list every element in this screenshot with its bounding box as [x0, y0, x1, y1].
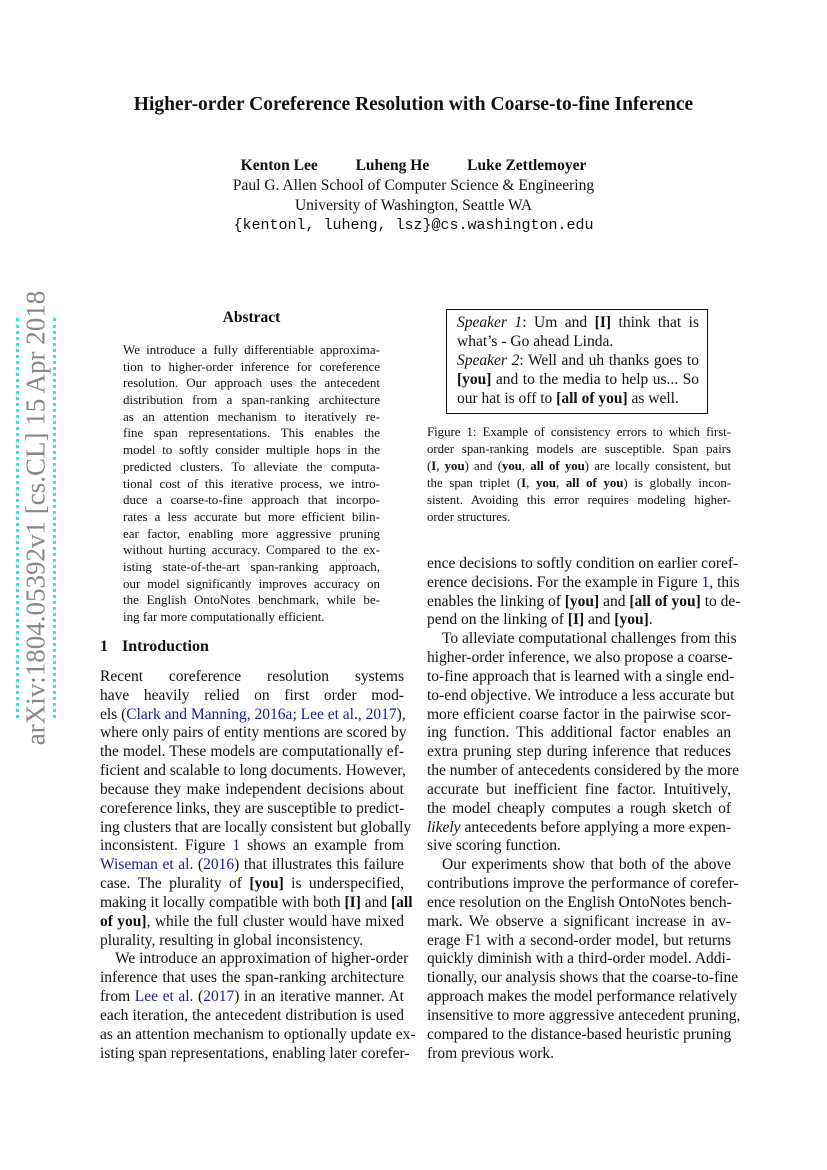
- text-line: [123, 576, 380, 593]
- text-line: [123, 492, 380, 509]
- text-run: to-fine approach that is learned with a single end-: [427, 667, 735, 685]
- text-line: [427, 630, 737, 649]
- text-run: pend on the linking of: [427, 611, 568, 629]
- text-run: more efficient coarse factor in the pairwise scor-: [427, 705, 731, 723]
- affiliation-line: Paul G. Allen School of Computer Science & Engineering: [232, 177, 595, 194]
- text-run: as an attention mechanism to optionally update ex-: [100, 1025, 416, 1043]
- citation-link[interactable]: Wiseman et al.: [100, 856, 194, 874]
- text-line: [427, 573, 740, 593]
- text-line: [123, 459, 380, 476]
- text-run: shows an example from: [240, 837, 404, 855]
- text-line: [427, 800, 731, 819]
- author-list: [0, 157, 827, 175]
- text-line: [123, 559, 380, 576]
- text-run: isting span representations, enabling later corefer-: [100, 1044, 410, 1062]
- arxiv-stamp-text: arXiv:1804.05392v1 [cs.CL] 15 Apr 2018: [20, 290, 51, 746]
- text-line: [427, 667, 735, 687]
- text-line: [427, 856, 731, 875]
- text-line: [427, 475, 731, 492]
- text-run: , this: [709, 573, 740, 591]
- text-run: .: [648, 611, 653, 629]
- bold-mention: [all: [391, 893, 413, 911]
- text-line: [123, 592, 380, 609]
- section-heading: [100, 638, 209, 656]
- text-line: [427, 743, 731, 762]
- text-run: ence resolution on the English OntoNotes bench-: [427, 893, 732, 911]
- text-line: [427, 555, 739, 574]
- text-run: the model. These models are computationally ef-: [100, 743, 404, 761]
- text-run: quickly diminish with a third-order model. Addi-: [427, 950, 731, 968]
- text-run: think that is: [611, 314, 700, 331]
- text-run: : Um and: [522, 314, 595, 331]
- text-run: our hat is off to: [457, 390, 557, 407]
- text-run: tion to higher-order inference for coreference: [123, 358, 380, 374]
- text-run: what’s - Go ahead Linda.: [457, 333, 614, 350]
- text-run: We introduce a fully differentiable approxima-: [123, 342, 380, 357]
- text-run: and: [360, 893, 392, 911]
- text-run: coreference links, they are susceptible to predict-: [100, 799, 405, 817]
- text-line: [123, 609, 380, 626]
- right-column-body: [427, 555, 741, 1063]
- text-run: the span triplet (: [427, 476, 522, 490]
- text-run: fine span representations. This enables the: [123, 425, 380, 441]
- text-run: and: [599, 592, 630, 610]
- text-run: ) in an iterative manner. At: [234, 988, 404, 1006]
- italic-text: Speaker 1: [457, 314, 523, 331]
- text-line: [427, 913, 731, 932]
- text-run: tional cost of this iterative process, we intro-: [123, 475, 380, 491]
- text-line: [100, 781, 404, 800]
- text-line: [100, 837, 404, 856]
- text-run: ing clusters that are locally consistent but globally: [100, 818, 412, 836]
- text-line: [427, 969, 739, 988]
- text-run: Figure 1: Example of consistency errors to which first-: [427, 425, 731, 439]
- text-run: higher-order inference, we also propose a coarse-: [427, 649, 733, 667]
- text-line: [427, 1006, 741, 1026]
- text-line: [100, 988, 404, 1007]
- text-run: enables the linking of: [427, 592, 565, 610]
- text-run: each iteration, the antecedent distribution is used: [100, 1006, 404, 1024]
- text-run: without hurting accuracy. Compared to the ex-: [123, 542, 380, 558]
- text-line: [427, 837, 731, 856]
- citation-link[interactable]: 2016: [203, 856, 235, 874]
- citation-link[interactable]: 1: [232, 837, 241, 855]
- text-line: [100, 762, 404, 781]
- text-run: rates a less accurate but more efficient bilin-: [123, 508, 380, 524]
- text-line: [427, 875, 739, 894]
- text-run: ear factor, enabling more aggressive pruning: [123, 525, 380, 541]
- text-run: To alleviate computational challenges from this: [442, 630, 737, 648]
- bold-mention: [you]: [457, 371, 492, 388]
- text-run: (: [193, 856, 204, 874]
- text-line: [100, 1007, 404, 1026]
- text-line: [100, 743, 404, 762]
- text-line: [123, 359, 380, 376]
- text-line: [427, 762, 740, 781]
- bold-mention: [I]: [344, 893, 361, 911]
- text-run: model to softly consider multiple hops in the: [123, 442, 380, 458]
- text-line: [427, 592, 741, 612]
- text-line: [457, 370, 699, 389]
- text-run: tionally, our analysis shows that the coarse-to-fine: [427, 969, 739, 987]
- text-run: plurality, resulting in global inconsistency.: [100, 931, 364, 949]
- text-run: sistent. Avoiding this error requires modeling higher-: [427, 493, 731, 507]
- bold-mention: all of you: [530, 459, 585, 473]
- text-line: [427, 950, 731, 969]
- text-line: [100, 800, 404, 819]
- text-run: compared to the distance-based heuristic pruning: [427, 1025, 732, 1043]
- text-line: [123, 509, 380, 526]
- section-number: 1: [100, 638, 108, 655]
- affiliation-line: University of Washington, Seattle WA: [294, 197, 533, 214]
- text-run: where only pairs of entity mentions are scored by: [100, 724, 407, 742]
- section-title: Introduction: [122, 638, 209, 655]
- text-line: [123, 409, 380, 426]
- text-line: [123, 542, 380, 559]
- text-run: els (: [100, 705, 127, 723]
- text-run: isting state-of-the-art span-ranking approach,: [123, 558, 380, 574]
- text-line: [427, 819, 731, 838]
- text-run: order span-ranking models are susceptible. Span pairs: [427, 442, 731, 456]
- text-run: making it locally compatible with both: [100, 893, 345, 911]
- text-run: as an attention mechanism to iteratively re-: [123, 408, 380, 424]
- bold-mention: all of you: [565, 476, 624, 490]
- bold-mention: [I]: [594, 314, 612, 331]
- citation-link[interactable]: Lee et al., 2017: [300, 705, 397, 723]
- text-run: the English OntoNotes benchmark, while be-: [123, 592, 380, 608]
- text-line: [427, 611, 731, 630]
- text-run: erage F1 with a second-order model, but returns: [427, 931, 731, 949]
- text-line: [100, 668, 404, 687]
- text-line: [457, 351, 699, 370]
- text-run: from previous work.: [427, 1044, 554, 1062]
- text-line: [100, 1044, 410, 1064]
- text-line: [427, 424, 731, 441]
- text-line: [427, 1026, 731, 1045]
- text-line: [457, 313, 699, 332]
- text-run: ,: [555, 476, 566, 490]
- citation-link[interactable]: 1: [701, 573, 710, 591]
- abstract-heading: Abstract: [222, 309, 281, 326]
- text-run: accurate but inefficient fine factor. Intuitively,: [427, 780, 731, 798]
- abstract-text: [123, 342, 380, 626]
- text-line: [123, 476, 380, 493]
- author-name: Luheng He: [355, 157, 430, 174]
- text-run: ing function. This additional factor enables an: [427, 724, 731, 742]
- bold-mention: you: [444, 459, 465, 473]
- text-run: ),: [396, 705, 406, 723]
- text-run: ,: [521, 459, 531, 473]
- author-emails: {kentonl, luheng, lsz}@cs.washington.edu: [233, 217, 594, 234]
- text-line: [100, 893, 413, 913]
- arxiv-stamp: [16, 290, 56, 746]
- text-run: resolution. Our approach uses the antecedent: [123, 375, 380, 391]
- figure-1-caption: [427, 424, 731, 526]
- text-run: from: [100, 988, 135, 1006]
- italic-text: likely: [427, 818, 461, 836]
- text-run: because they make independent decisions about: [100, 780, 404, 798]
- text-run: ,: [436, 459, 445, 473]
- text-run: Recent coreference resolution systems: [100, 668, 404, 685]
- text-line: [427, 781, 731, 800]
- text-line: [427, 894, 731, 913]
- text-line: [427, 724, 731, 743]
- text-run: , while the full cluster would have mixed: [146, 912, 405, 930]
- bold-mention: of you]: [100, 912, 147, 930]
- text-run: is underspecified,: [283, 875, 404, 893]
- text-line: [457, 389, 699, 408]
- text-run: and to the media to help us... So: [491, 371, 699, 388]
- bold-mention: I: [521, 476, 527, 490]
- text-run: ) are locally consistent, but: [584, 459, 731, 473]
- text-line: [123, 392, 380, 409]
- text-run: ,: [526, 476, 537, 490]
- text-line: [427, 492, 731, 509]
- text-line: [427, 441, 731, 458]
- text-run: sive scoring function.: [427, 837, 561, 855]
- text-line: [100, 1025, 416, 1045]
- text-run: antecedents before applying a more expen-: [460, 818, 731, 836]
- citation-link[interactable]: Lee et al.: [134, 988, 194, 1006]
- text-line: [427, 509, 731, 526]
- text-run: approach makes the model performance relatively: [427, 988, 738, 1006]
- text-run: distribution from a span-ranking architecture: [123, 392, 380, 408]
- text-run: ) and (: [464, 459, 502, 473]
- text-run: extra pruning step during inference that reduces: [427, 743, 731, 761]
- text-line: [100, 950, 409, 969]
- text-line: [427, 706, 731, 725]
- text-line: [100, 687, 404, 706]
- text-run: duce a coarse-to-fine approach that incorpo-: [123, 492, 380, 508]
- text-line: [100, 818, 412, 838]
- text-run: inference that uses the span-ranking architecture: [100, 969, 404, 987]
- text-run: to-end objective. We introduce a less accurate but: [427, 686, 735, 704]
- text-line: [100, 856, 404, 875]
- text-run: order structures.: [427, 510, 511, 524]
- bold-mention: you: [536, 476, 556, 490]
- bold-mention: [you]: [614, 611, 649, 629]
- text-run: the model cheaply computes a rough sketch of: [427, 799, 731, 817]
- text-run: predicted clusters. To alleviate the computa-: [123, 458, 380, 474]
- text-run: (: [427, 459, 432, 473]
- text-line: [427, 458, 731, 475]
- bold-mention: [you]: [564, 592, 600, 610]
- text-run: contributions improve the performance of corefer-: [427, 875, 739, 893]
- bold-mention: you: [501, 459, 522, 473]
- figure-1-box: [446, 309, 708, 414]
- text-run: mark. We observe a significant increase in av-: [427, 912, 731, 930]
- text-line: [123, 375, 380, 392]
- citation-link[interactable]: 2017: [203, 988, 235, 1006]
- text-line: [123, 342, 380, 359]
- text-run: : Well and uh thanks goes to: [519, 352, 699, 369]
- text-run: ;: [292, 705, 301, 723]
- text-line: [427, 649, 731, 668]
- text-line: [100, 913, 404, 932]
- text-run: ) is globally incon-: [623, 476, 732, 490]
- author-name: Luke Zettlemoyer: [467, 157, 587, 174]
- text-run: inconsistent. Figure: [100, 837, 233, 855]
- text-line: [100, 969, 404, 988]
- text-run: erence decisions. For the example in Figure: [427, 573, 702, 591]
- text-run: ficient and scalable to long documents. However,: [100, 762, 406, 780]
- text-run: ence decisions to softly condition on earlier coref-: [427, 555, 739, 572]
- citation-link[interactable]: Clark and Manning, 2016a: [126, 705, 293, 723]
- text-line: [123, 425, 380, 442]
- text-line: [123, 442, 380, 459]
- text-line: [100, 706, 404, 725]
- text-run: as well.: [627, 390, 679, 407]
- text-line: [100, 875, 404, 894]
- text-run: and: [584, 611, 615, 629]
- text-line: [427, 686, 735, 706]
- bold-mention: [all of you]: [556, 390, 628, 407]
- bold-mention: [you]: [249, 875, 284, 893]
- text-line: [123, 526, 380, 543]
- text-line: [427, 988, 738, 1007]
- bold-mention: I: [431, 459, 437, 473]
- text-line: [427, 932, 731, 951]
- left-column-body: [100, 668, 416, 1063]
- text-run: our model significantly improves accuracy on: [123, 575, 380, 591]
- text-line: [427, 1045, 731, 1064]
- text-run: the number of antecedents considered by the more: [427, 762, 740, 780]
- bold-mention: [I]: [567, 611, 585, 629]
- text-run: ) that illustrates this failure: [234, 856, 404, 874]
- text-run: Our experiments show that both of the above: [442, 856, 731, 874]
- bold-mention: [all of you]: [629, 592, 701, 610]
- author-name: Kenton Lee: [240, 157, 318, 174]
- italic-text: Speaker 2: [457, 352, 520, 369]
- paper-title: Higher-order Coreference Resolution with Coarse-to-fine Inference: [133, 94, 694, 115]
- text-run: (: [193, 988, 204, 1006]
- text-line: [100, 724, 407, 743]
- text-run: insensitive to more aggressive antecedent pruning,: [427, 1006, 741, 1024]
- text-run: ing far more computationally efficient.: [123, 609, 325, 624]
- text-run: case. The plurality of: [100, 875, 250, 893]
- text-line: [457, 332, 699, 351]
- text-run: to de-: [700, 592, 741, 610]
- text-run: We introduce an approximation of higher-order: [115, 950, 409, 968]
- text-line: [100, 932, 404, 951]
- text-run: have heavily relied on first order mod-: [100, 686, 404, 704]
